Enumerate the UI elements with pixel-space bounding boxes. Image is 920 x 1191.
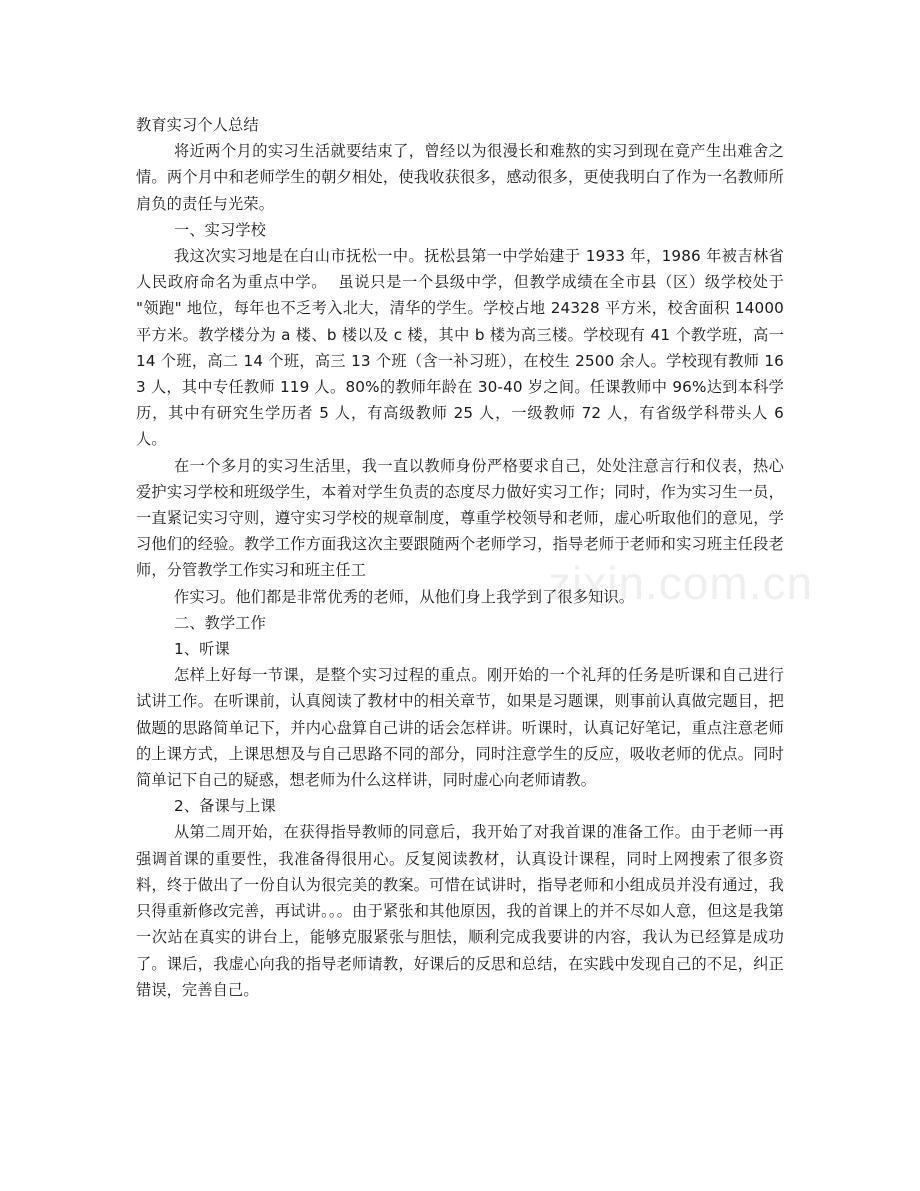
observation-paragraph: 怎样上好每一节课，是整个实习过程的重点。刚开始的一个礼拜的任务是听课和自己进行试讲工作。在听课前，认真阅读了教材中的相关章节，如果是习题课，则事前认真做完题目，把做题的思路简单记下，并内心盘算自己讲的话会怎样讲。听课时，认真记好笔记，重点注意老师的上课方式，上课思想及与自己思路不同的部分，同时注意学生的反应，吸收老师的优点。同时简单记下自己的疑惑，想老师为什么这样讲，同时虚心向老师请教。 (136, 666, 784, 790)
intro-paragraph: 将近两个月的实习生活就要结束了，曾经以为很漫长和难熬的实习到现在竟产生出难舍之情。两个月中和老师学生的朝夕相处，使我收获很多，感动很多，更使我明白了作为一名教师所肩负的责任与光荣。 (136, 142, 784, 213)
watermark: zixin.com.cn (548, 557, 814, 609)
preparation-paragraph: 从第二周开始，在获得指导教师的同意后，我开始了对我首课的准备工作。由于老师一再强调首课的重要性，我准备得很用心。反复阅读教材，认真设计课程，同时上网搜索了很多资料，终于做出了一份自认为很完美的教案。可惜在试讲时，指导老师和小组成员并没有通过，我只得重新修改完善，再试讲。。。由于紧张和其他原因，我的首课上的并不尽如人意，但这是我第一次站在真实的讲台上，能够克服紧张与胆怯，顺利完成我要讲的内容，我认为已经算是成功了。课后，我虚心向我的指导老师请教，好课后的反思和总结，在实践中发现自己的不足，纠正错误，完善自己。 (136, 823, 784, 999)
section-heading-school: 一、实习学校 (174, 220, 267, 239)
document-title: 教育实习个人总结 (136, 116, 259, 134)
internship-conduct-paragraph: 在一个多月的实习生活里，我一直以教师身份严格要求自己，处处注意言行和仪表，热心爱护实习学校和班级学生，本着对学生负责的态度尽力做好实习工作；同时，作为实习生一员，一直紧记实习守则，遵守实习学校的规章制度，尊重学校领导和老师，虚心听取他们的意见，学习他们的经验。教学工作方面我这次主要跟随两个老师学习，指导老师于老师和实习班主任段老师，分管教学工作实习和班主任工 (136, 456, 784, 580)
internship-conduct-continuation: 作实习。他们都是非常优秀的老师，从他们身上我学到了很多知识。 (174, 587, 635, 606)
subsection-heading-observation: 1、听课 (174, 640, 230, 659)
school-description-paragraph: 我这次实习地是在白山市抚松一中。抚松县第一中学始建于 1933 年，1986 年被吉林省人民政府命名为重点中学。 虽说只是一个县级中学，但教学成绩在全市县（区）级学校处于 "领跑" 地位，每年也不乏考入北大，清华的学生。学校占地 24328 平方米，校舍面积 14000 平方米。教学楼分为 a 楼、b 楼以及 c 楼，其中 b 楼为高三楼。学校现有 41 个教学班，高一 14 个班，高二 14 个班，高三 13 个班（含一补习班），在校生 2500 余人。学校现有教师 163 人，其中专任教师 119 人。80%的教师年龄在 30-40 岁之间。任课教师中 96%达到本科学历，其中有研究生学历者 5 人，有高级教师 25 人，一级教师 72 人，有省级学科带头人 6 人。 (136, 247, 789, 449)
document-body (136, 112, 789, 1003)
section-heading-teaching: 二、教学工作 (174, 613, 267, 632)
subsection-heading-preparation: 2、备课与上课 (174, 797, 276, 816)
